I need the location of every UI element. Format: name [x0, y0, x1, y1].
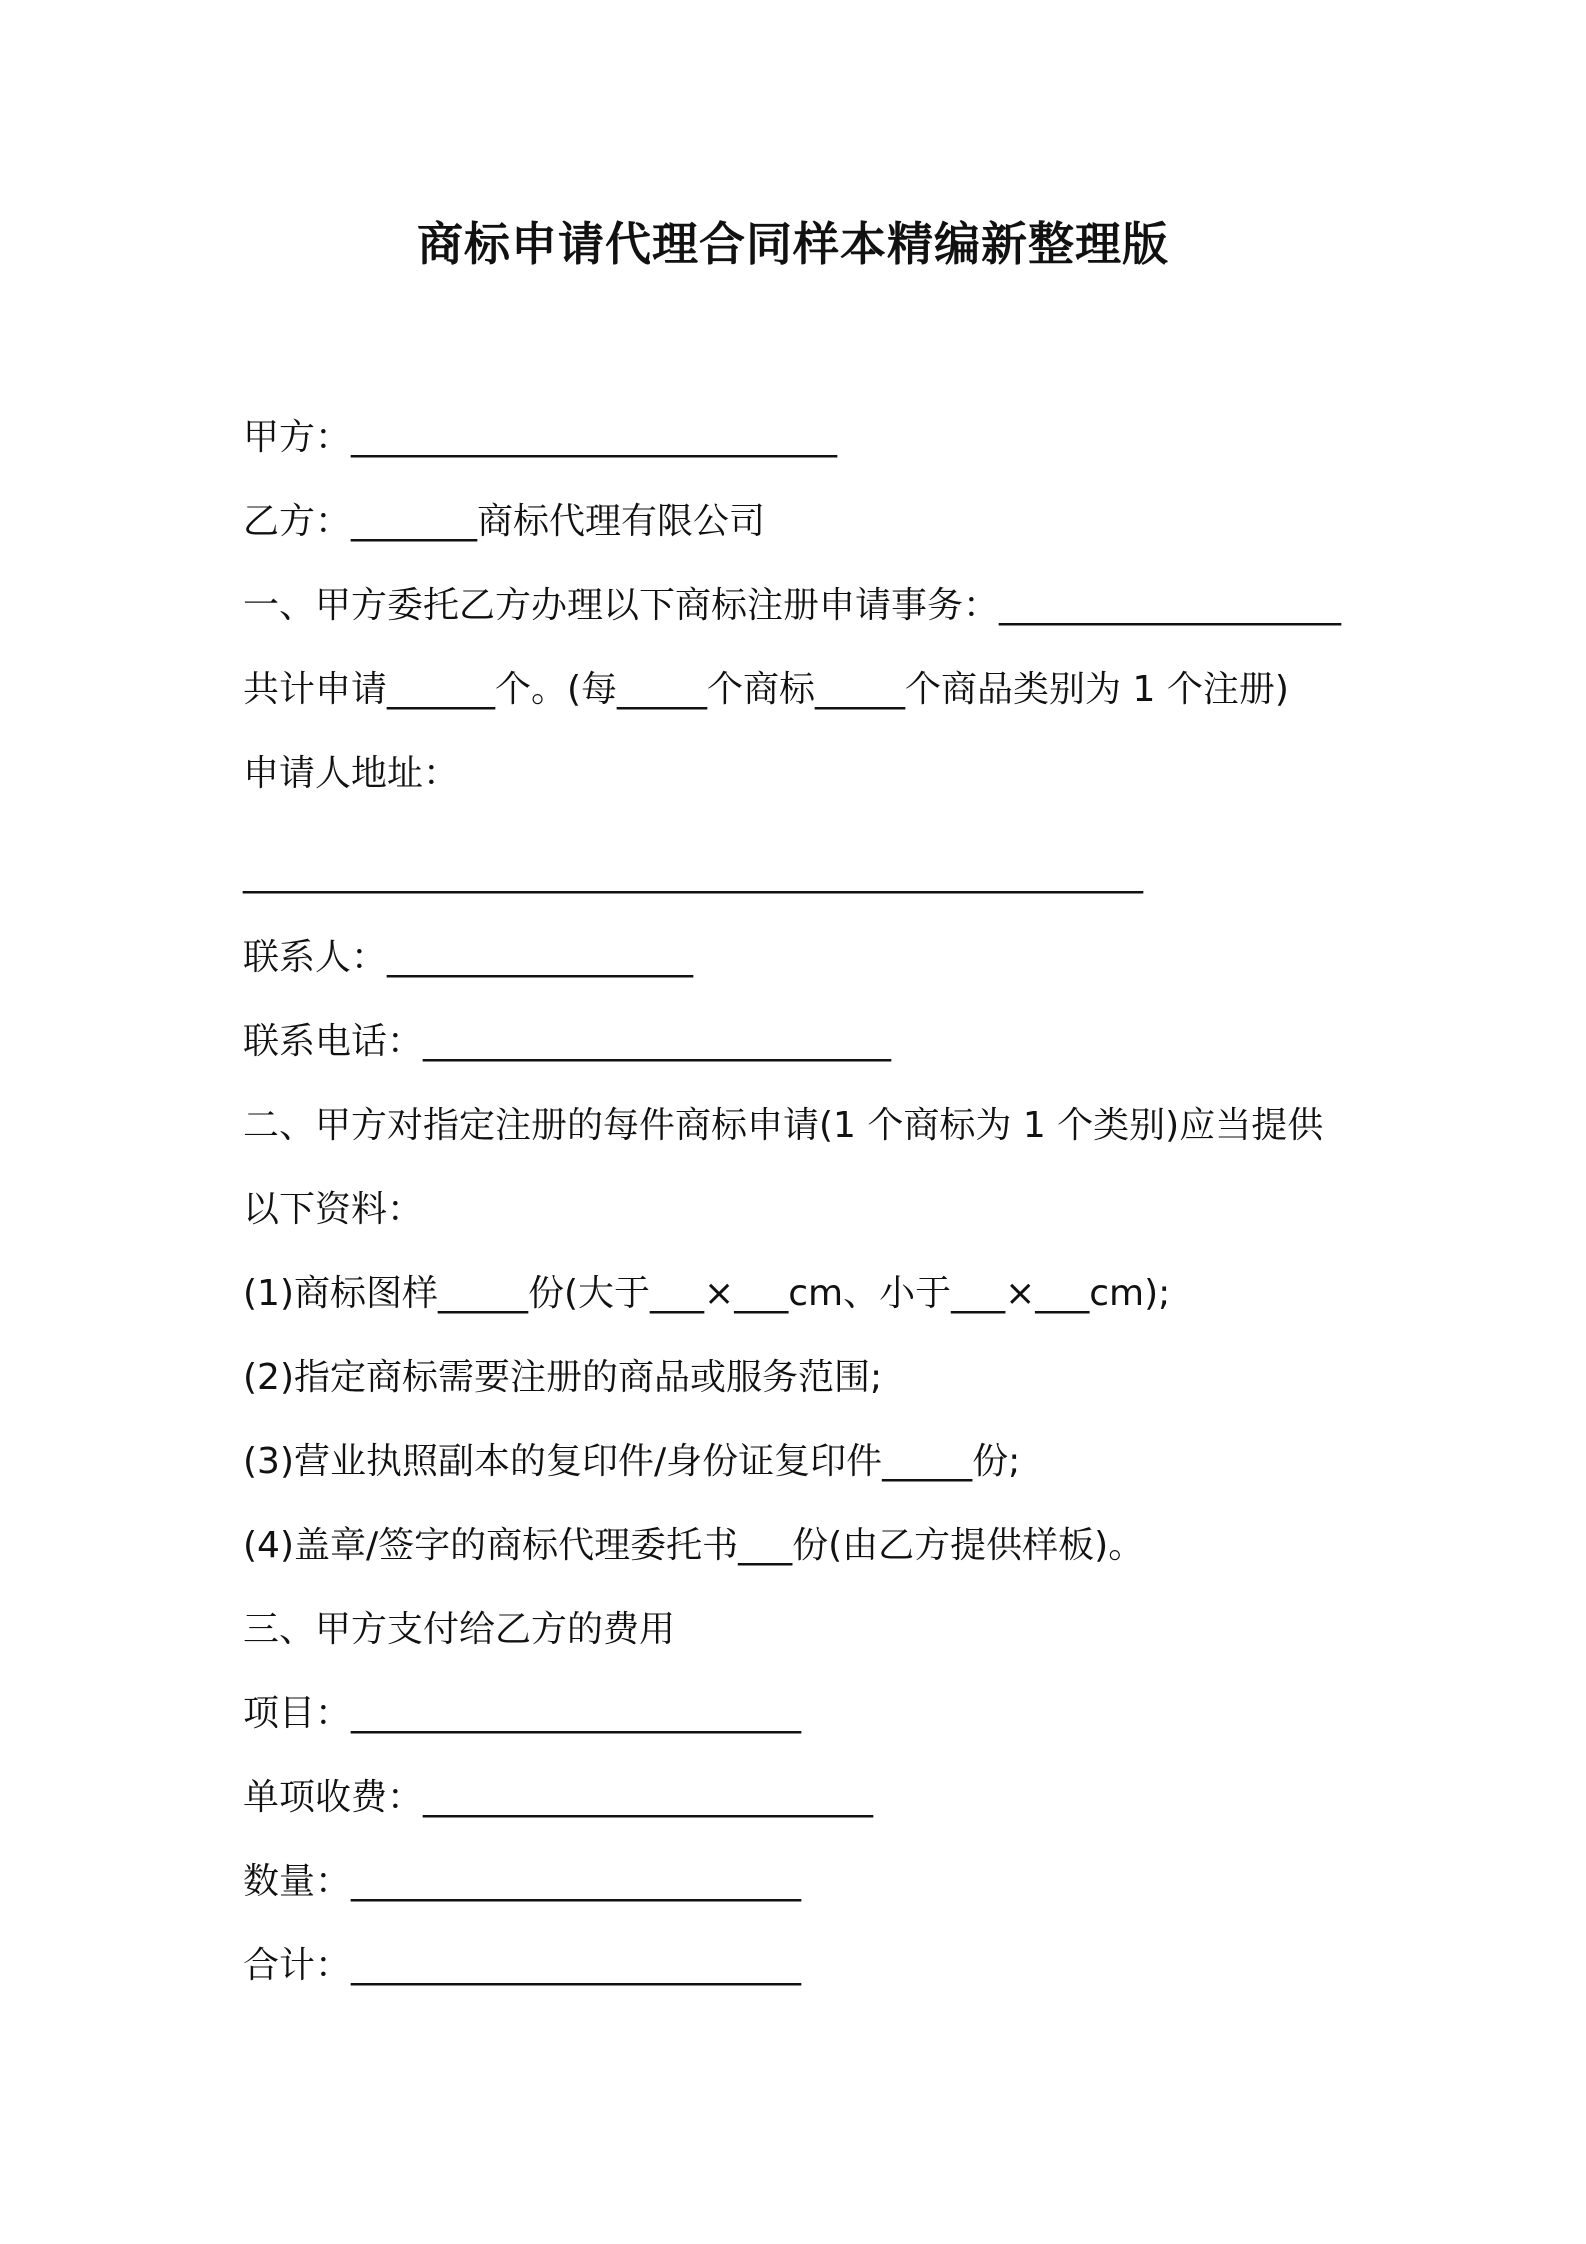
fee-total-line: 合计：_________________________ [243, 1945, 802, 1986]
fee-unit-line: 单项收费：_________________________ [243, 1777, 874, 1818]
material-item-3: (3)营业执照副本的复印件/身份证复印件_____份; [243, 1441, 1021, 1482]
section-3-heading: 三、甲方支付给乙方的费用 [243, 1609, 676, 1650]
material-item-4: (4)盖章/签字的商标代理委托书___份(由乙方提供样板)。 [243, 1525, 1145, 1566]
section-2-heading: 二、甲方对指定注册的每件商标申请(1 个商标为 1 个类别)应当提供 [243, 1105, 1324, 1146]
document-body [243, 408, 1363, 2020]
section-2-heading-cont: 以下资料： [243, 1189, 424, 1230]
material-item-1: (1)商标图样_____份(大于___×___cm、小于___×___cm); [243, 1273, 1171, 1314]
section-1-heading: 一、甲方委托乙方办理以下商标注册申请事务：___________________ [243, 585, 1342, 626]
party-b-line: 乙方：_______商标代理有限公司 [243, 501, 766, 542]
applicant-address-label: 申请人地址： [243, 753, 460, 794]
applicant-address-blank: __________________________________________________ [243, 853, 1143, 894]
document-title: 商标申请代理合同样本精编新整理版 [417, 217, 1169, 271]
material-item-2: (2)指定商标需要注册的商品或服务范围; [243, 1357, 883, 1398]
contact-person-line: 联系人：_________________ [243, 937, 694, 978]
fee-quantity-line: 数量：_________________________ [243, 1861, 802, 1902]
application-count-line: 共计申请______个。(每_____个商标_____个商品类别为 1 个注册) [243, 669, 1289, 710]
contact-phone-line: 联系电话：__________________________ [243, 1021, 892, 1062]
fee-item-line: 项目：_________________________ [243, 1693, 802, 1734]
party-a-line: 甲方：___________________________ [243, 417, 838, 458]
